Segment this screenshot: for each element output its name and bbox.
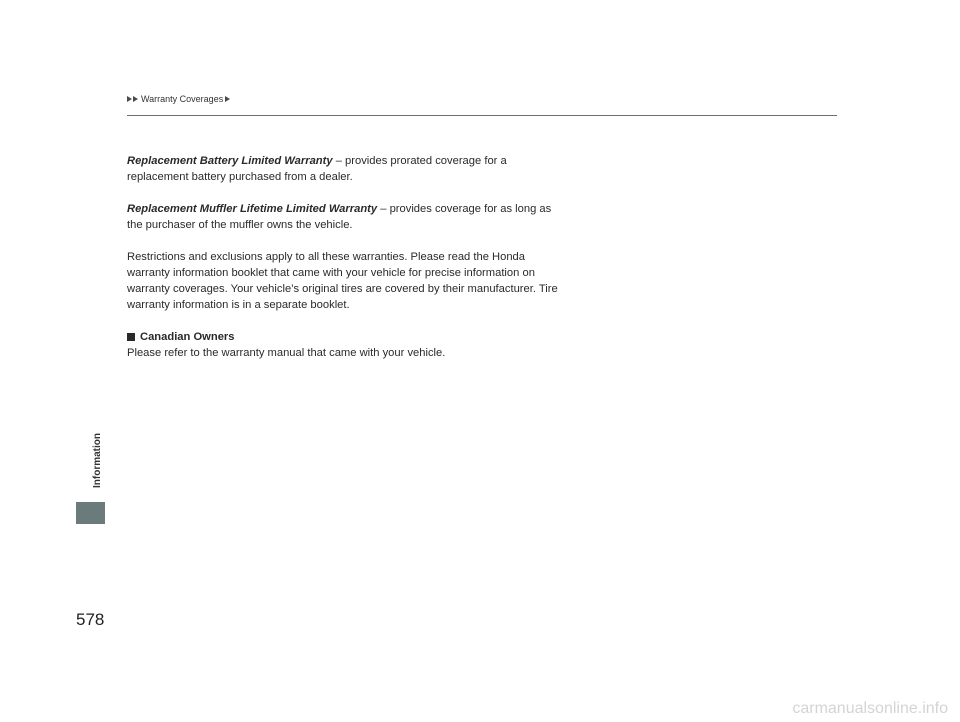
muffler-warranty-paragraph bbox=[127, 201, 567, 233]
breadcrumb bbox=[127, 94, 231, 104]
square-bullet-icon bbox=[127, 333, 135, 341]
muffler-warranty-term: Replacement Muffler Lifetime Limited Warranty bbox=[127, 203, 378, 215]
watermark: carmanualsonline.info bbox=[792, 700, 948, 717]
canadian-owners-paragraph: Please refer to the warranty manual that came with your vehicle. bbox=[127, 347, 446, 359]
page-number: 578 bbox=[76, 610, 105, 629]
restrictions-paragraph: Restrictions and exclusions apply to all these warranties. Please read the Honda warranty information booklet that came with your vehicle for precise information on warranty coverages. Your vehicle’s original tires are covered by their manufacturer. Tire warranty information is in a separate booklet. bbox=[127, 251, 558, 311]
muffler-warranty-text: – provides coverage for as long as the purchaser of the muffler owns the vehicle. bbox=[127, 203, 552, 231]
breadcrumb-arrow-icon bbox=[127, 96, 132, 102]
canadian-owners-heading bbox=[127, 329, 567, 345]
battery-warranty-text: – provides prorated coverage for a replacement battery purchased from a dealer. bbox=[127, 155, 507, 183]
canadian-owners-heading-text: Canadian Owners bbox=[140, 331, 235, 343]
side-tab-marker bbox=[76, 502, 105, 524]
breadcrumb-section[interactable]: Warranty Coverages bbox=[141, 94, 224, 104]
battery-warranty-paragraph bbox=[127, 153, 567, 185]
breadcrumb-arrow-icon bbox=[133, 96, 138, 102]
header-divider bbox=[127, 115, 837, 116]
side-tab-label-text: Information bbox=[91, 432, 103, 488]
page-content bbox=[127, 153, 567, 377]
side-tab-label bbox=[86, 420, 108, 500]
battery-warranty-term: Replacement Battery Limited Warranty bbox=[127, 155, 333, 167]
breadcrumb-arrow-icon bbox=[225, 96, 230, 102]
